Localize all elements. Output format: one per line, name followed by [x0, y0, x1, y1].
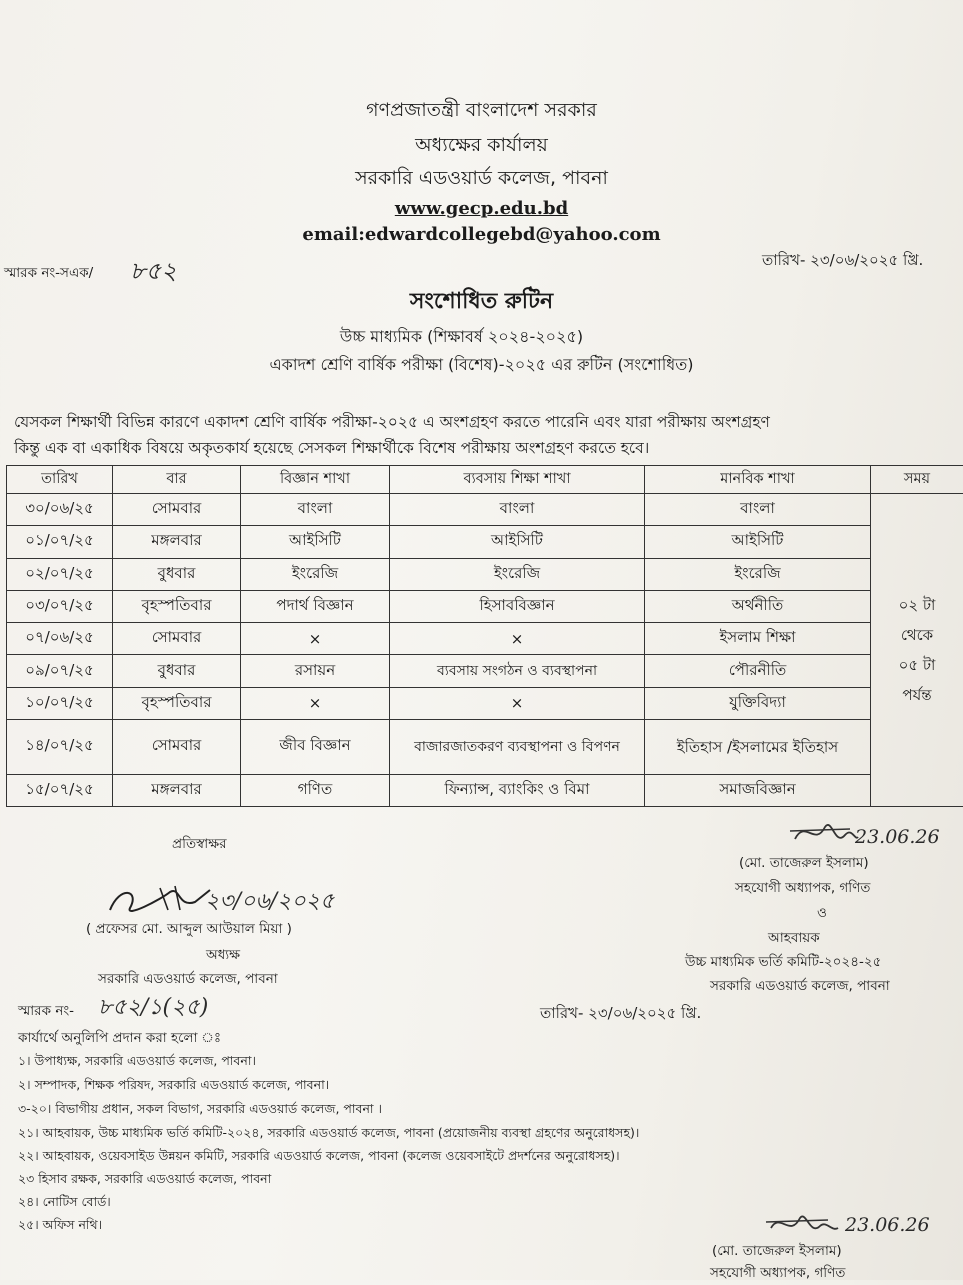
list-item: ২৩ হিসাব রক্ষক, সরকারি এডওয়ার্ড কলেজ, পাবনা: [18, 1171, 271, 1191]
website-link[interactable]: www.gecp.edu.bd: [0, 198, 963, 219]
copy-memo-ref-label: স্মারক নং-: [18, 1000, 74, 1023]
cell-humanities: সমাজবিজ্ঞান: [645, 774, 871, 806]
cell-date: ০৭/০৬/২৫: [7, 623, 113, 655]
header-science: বিজ্ঞান শাখা: [241, 466, 390, 494]
cell-science: রসায়ন: [241, 655, 390, 687]
header-business: ব্যবসায় শিক্ষা শাখা: [390, 466, 645, 494]
table-row: [7, 494, 963, 526]
cell-day: সোমবার: [113, 623, 241, 655]
cell-science: জীব বিজ্ঞান: [241, 720, 390, 775]
table-row: [7, 774, 963, 806]
cell-science: গণিত: [241, 774, 390, 806]
cell-date: ০১/০৭/২৫: [7, 526, 113, 558]
list-item: ২৪। নোটিস বোর্ড।: [18, 1194, 111, 1214]
header-day: বার: [113, 466, 241, 494]
cell-business: ব্যবসায় সংগঠন ও ব্যবস্থাপনা: [390, 655, 645, 687]
cell-day: বৃহস্পতিবার: [113, 590, 241, 622]
cell-humanities: আইসিটি: [645, 526, 871, 558]
principal-college: সরকারি এডওয়ার্ড কলেজ, পাবনা: [98, 968, 278, 991]
cell-humanities: ইংরেজি: [645, 558, 871, 590]
memo-ref-label: স্মারক নং-সএক/: [4, 262, 93, 285]
bottom-signer-name: (মো. তাজেরুল ইসলাম): [712, 1240, 842, 1263]
cell-business: ×: [390, 687, 645, 719]
table-row: [7, 558, 963, 590]
header-time: সময়: [871, 466, 963, 494]
principal-designation: অধ্যক্ষ: [206, 944, 240, 967]
cell-science: আইসিটি: [241, 526, 390, 558]
bottom-signature-date: 23.06.26: [845, 1214, 930, 1236]
list-item: ১। উপাধ্যক্ষ, সরকারি এডওয়ার্ড কলেজ, পাবনা।: [18, 1053, 256, 1073]
office-name: অধ্যক্ষের কার্যালয়: [0, 131, 963, 163]
cell-day: বুধবার: [113, 655, 241, 687]
cell-humanities: বাংলা: [645, 494, 871, 526]
routine-table: [6, 465, 963, 807]
table-row: [7, 623, 963, 655]
copy-memo-heading: কার্যার্থে অনুলিপি প্রদান করা হলো ঃ: [18, 1027, 221, 1050]
intro-line-1: যেসকল শিক্ষার্থী বিভিন্ন কারণে একাদশ শ্রেণি বার্ষিক পরীক্ষা-২০২৫ এ অংশগ্রহণ করতে পারেনি এবং যারা পরীক্ষায় অংশগ্রহণ: [14, 410, 770, 436]
cell-date: ৩০/০৬/২৫: [7, 494, 113, 526]
list-item: ২১। আহবায়ক, উচ্চ মাধ্যমিক ভর্তি কমিটি-২০২৪, সরকারি এডওয়ার্ড কলেজ, পাবনা (প্রয়োজনীয় ব্যবস্থা গ্রহণের অনুরোধসহ)।: [18, 1125, 639, 1145]
email-address: email:edwardcollegebd@yahoo.com: [0, 224, 963, 245]
cell-day: বুধবার: [113, 558, 241, 590]
list-item: ২। সম্পাদক, শিক্ষক পরিষদ, সরকারি এডওয়ার্ড কলেজ, পাবনা।: [18, 1077, 329, 1097]
table-row: [7, 655, 963, 687]
bottom-signature: [766, 1210, 846, 1244]
cell-business: বাজারজাতকরণ ব্যবস্থাপনা ও বিপণন: [390, 720, 645, 775]
cell-date: ১৪/০৭/২৫: [7, 720, 113, 775]
header-date: তারিখ: [7, 466, 113, 494]
convener-college: সরকারি এডওয়ার্ড কলেজ, পাবনা: [710, 975, 890, 998]
convener-role: আহবায়ক: [768, 927, 820, 950]
list-item: ২৫। অফিস নথি।: [18, 1217, 102, 1237]
cell-time: [871, 494, 963, 807]
cell-business: বাংলা: [390, 494, 645, 526]
table-row: [7, 526, 963, 558]
cell-day: মঙ্গলবার: [113, 526, 241, 558]
table-row: [7, 687, 963, 719]
subtitle-session: উচ্চ মাধ্যমিক (শিক্ষাবর্ষ ২০২৪-২০২৫): [0, 324, 943, 351]
cell-business: হিসাববিজ্ঞান: [390, 590, 645, 622]
convener-name: (মো. তাজেরুল ইসলাম): [739, 852, 869, 875]
cell-science: বাংলা: [241, 494, 390, 526]
countersign-label: প্রতিস্বাক্ষর: [172, 833, 227, 856]
cell-humanities: পৌরনীতি: [645, 655, 871, 687]
table-header-row: [7, 466, 963, 494]
cell-day: মঙ্গলবার: [113, 774, 241, 806]
memo-date: তারিখ- ২৩/০৬/২০২৫ খ্রি.: [762, 249, 923, 274]
list-item: ৩-২০। বিভাগীয় প্রধান, সকল বিভাগ, সরকারি এডওয়ার্ড কলেজ, পাবনা ।: [18, 1101, 382, 1121]
principal-name: ( প্রফেসর মো. আব্দুল আউয়াল মিয়া ): [86, 918, 292, 941]
cell-humanities: ইতিহাস /ইসলামের ইতিহাস: [645, 720, 871, 775]
copy-memo-ref-handwritten: ৮৫২/১(২৫): [98, 990, 208, 1027]
cell-humanities: যুক্তিবিদ্যা: [645, 687, 871, 719]
convener-signature: [790, 817, 860, 857]
bottom-signer-designation: সহযোগী অধ্যাপক, গণিত: [710, 1262, 845, 1285]
govt-name: গণপ্রজাতন্ত্রী বাংলাদেশ সরকার: [0, 96, 963, 128]
cell-business: ×: [390, 623, 645, 655]
list-item: ২২। আহবায়ক, ওয়েবসাইড উন্নয়ন কমিটি, সরকারি এডওয়ার্ড কলেজ, পাবনা (কলেজ ওয়েবসাইটে প্রদর্শনের অনুরোধসহ)।: [18, 1148, 620, 1168]
convener-and: ও: [817, 902, 827, 925]
cell-business: আইসিটি: [390, 526, 645, 558]
college-name: সরকারি এডওয়ার্ড কলেজ, পাবনা: [0, 164, 963, 196]
copy-memo-date: তারিখ- ২৩/০৬/২০২৫ খ্রি.: [540, 1002, 701, 1027]
time-end: ০৫ টা: [899, 656, 936, 674]
table-row: [7, 590, 963, 622]
cell-date: ০৯/০৭/২৫: [7, 655, 113, 687]
time-until: পর্যন্ত: [902, 686, 931, 704]
subtitle-exam: একাদশ শ্রেণি বার্ষিক পরীক্ষা (বিশেষ)-২০২৫ এর রুটিন (সংশোধিত): [0, 352, 963, 379]
cell-science: ইংরেজি: [241, 558, 390, 590]
cell-science: ×: [241, 623, 390, 655]
cell-day: বৃহস্পতিবার: [113, 687, 241, 719]
convener-designation: সহযোগী অধ্যাপক, গণিত: [735, 877, 870, 900]
cell-humanities: ইসলাম শিক্ষা: [645, 623, 871, 655]
cell-humanities: অর্থনীতি: [645, 590, 871, 622]
cell-date: ১৫/০৭/২৫: [7, 774, 113, 806]
convener-signature-date: 23.06.26: [855, 826, 940, 848]
intro-line-2: কিন্তু এক বা একাধিক বিষয়ে অকৃতকার্য হয়েছে সেসকল শিক্ষার্থীকে বিশেষ পরীক্ষায় অংশগ্রহণ করতে হবে।: [14, 436, 649, 462]
time-from: থেকে: [901, 626, 933, 644]
cell-science: ×: [241, 687, 390, 719]
cell-business: ফিন্যান্স, ব্যাংকিং ও বিমা: [390, 774, 645, 806]
cell-date: ০৩/০৭/২৫: [7, 590, 113, 622]
table-row: [7, 720, 963, 775]
cell-date: ১০/০৭/২৫: [7, 687, 113, 719]
principal-signature-date: ২৩/০৬/২০২৫: [205, 884, 334, 921]
cell-day: সোমবার: [113, 720, 241, 775]
cell-business: ইংরেজি: [390, 558, 645, 590]
page-title: সংশোধিত রুটিন: [0, 284, 963, 321]
cell-date: ০২/০৭/২৫: [7, 558, 113, 590]
header-humanities: মানবিক শাখা: [645, 466, 871, 494]
convener-committee: উচ্চ মাধ্যমিক ভর্তি কমিটি-২০২৪-২৫: [685, 951, 881, 974]
cell-science: পদার্থ বিজ্ঞান: [241, 590, 390, 622]
memo-ref-handwritten: ৮৫২: [130, 253, 177, 293]
time-start: ০২ টা: [899, 596, 936, 614]
cell-day: সোমবার: [113, 494, 241, 526]
